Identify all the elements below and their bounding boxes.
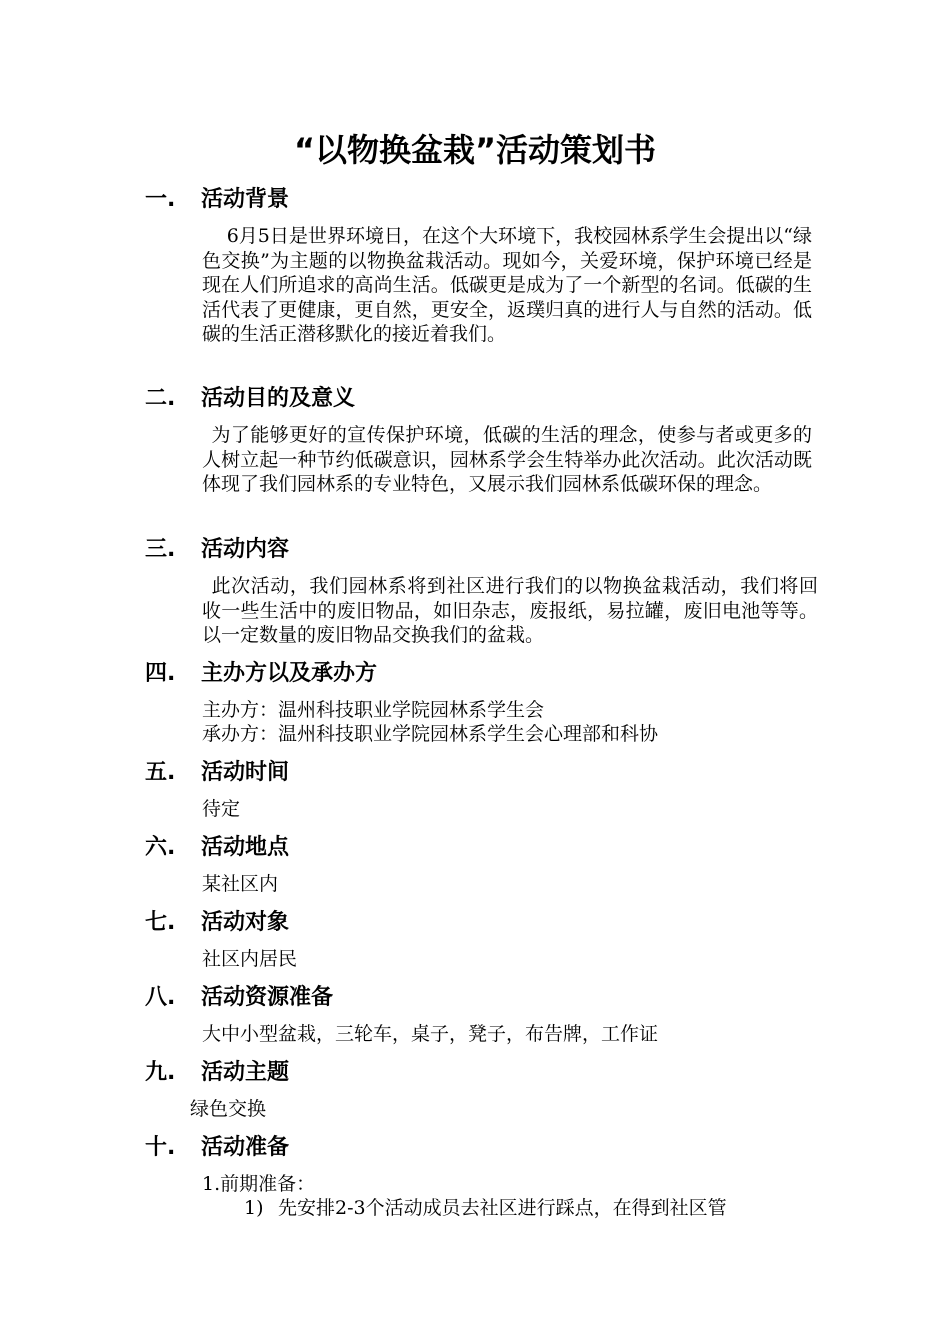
section-body-9: 绿色交换: [190, 1098, 267, 1120]
section-title: 活动主题: [201, 1060, 290, 1085]
section-body-7: 社区内居民: [202, 948, 298, 970]
section-number: 五.: [145, 760, 176, 785]
section-number: 二.: [145, 386, 176, 411]
section-number: 十.: [145, 1135, 176, 1160]
subsection-heading: 1.前期准备：: [202, 1173, 316, 1195]
section-title: 活动资源准备: [201, 985, 334, 1010]
section-body-6: 某社区内: [202, 873, 279, 895]
section-number: 八.: [145, 985, 176, 1010]
section-heading-1: [145, 185, 289, 215]
section-title: 活动地点: [201, 835, 290, 860]
section-number: 三.: [145, 537, 176, 562]
section-body-8: 大中小型盆栽，三轮车，桌子，凳子，布告牌，工作证: [202, 1023, 659, 1045]
section-body-5: 待定: [202, 798, 241, 820]
section-heading-6: [145, 833, 289, 863]
section-heading-2: [145, 384, 355, 414]
section-title: 主办方以及承办方: [201, 661, 378, 686]
section-number: 七.: [145, 910, 176, 935]
section-heading-9: [145, 1058, 289, 1088]
section-heading-4: [145, 659, 377, 689]
section-body-3: 此次活动，我们园林系将到社区进行我们的以物换盆栽活动，我们将回收一些生活中的废旧物品，如旧杂志，废报纸，易拉罐，废旧电池等等。以一定数量的废旧物品交换我们的盆栽。: [202, 575, 818, 646]
section-heading-3: [145, 535, 289, 565]
section-heading-7: [145, 908, 289, 938]
section-title: 活动对象: [201, 910, 290, 935]
section-title: 活动背景: [201, 187, 290, 212]
document-title: “以物换盆栽”活动策划书: [293, 131, 657, 169]
section-title: 活动时间: [201, 760, 290, 785]
section-body-1: 6月5日是世界环境日，在这个大环境下，我校园林系学生会提出以“绿色交换”为主题的以物换盆栽活动。现如今，关爱环境，保护环境已经是现在人们所追求的高尚生活。低碳更是成为了一个新型的名词。低碳的生活代表了更健康，更自然，更安全，返璞归真的进行人与自然的活动。低碳的生活正潜移默化的接近着我们。: [202, 225, 812, 345]
section-number: 九.: [145, 1060, 176, 1085]
section-number: 六.: [145, 835, 176, 860]
co-organizer-line: 承办方：温州科技职业学院园林系学生会心理部和科协: [202, 723, 659, 745]
list-item-text: 先安排2-3个活动成员去社区进行踩点，在得到社区管: [278, 1197, 727, 1219]
section-number: 四.: [145, 661, 176, 686]
section-number: 一.: [145, 187, 176, 212]
section-body-2: 为了能够更好的宣传保护环境，低碳的生活的理念，使参与者或更多的人树立起一种节约低碳意识，园林系学会生特举办此次活动。此次活动既体现了我们园林系的专业特色，又展示我们园林系低碳环保的理念。: [202, 424, 812, 495]
section-title: 活动目的及意义: [201, 386, 356, 411]
section-title: 活动准备: [201, 1135, 290, 1160]
section-heading-5: [145, 758, 289, 788]
section-heading-10: [145, 1133, 289, 1163]
list-item-number: 1): [244, 1197, 264, 1219]
section-title: 活动内容: [201, 537, 290, 562]
organizer-line: 主办方：温州科技职业学院园林系学生会: [202, 699, 545, 721]
section-heading-8: [145, 983, 333, 1013]
